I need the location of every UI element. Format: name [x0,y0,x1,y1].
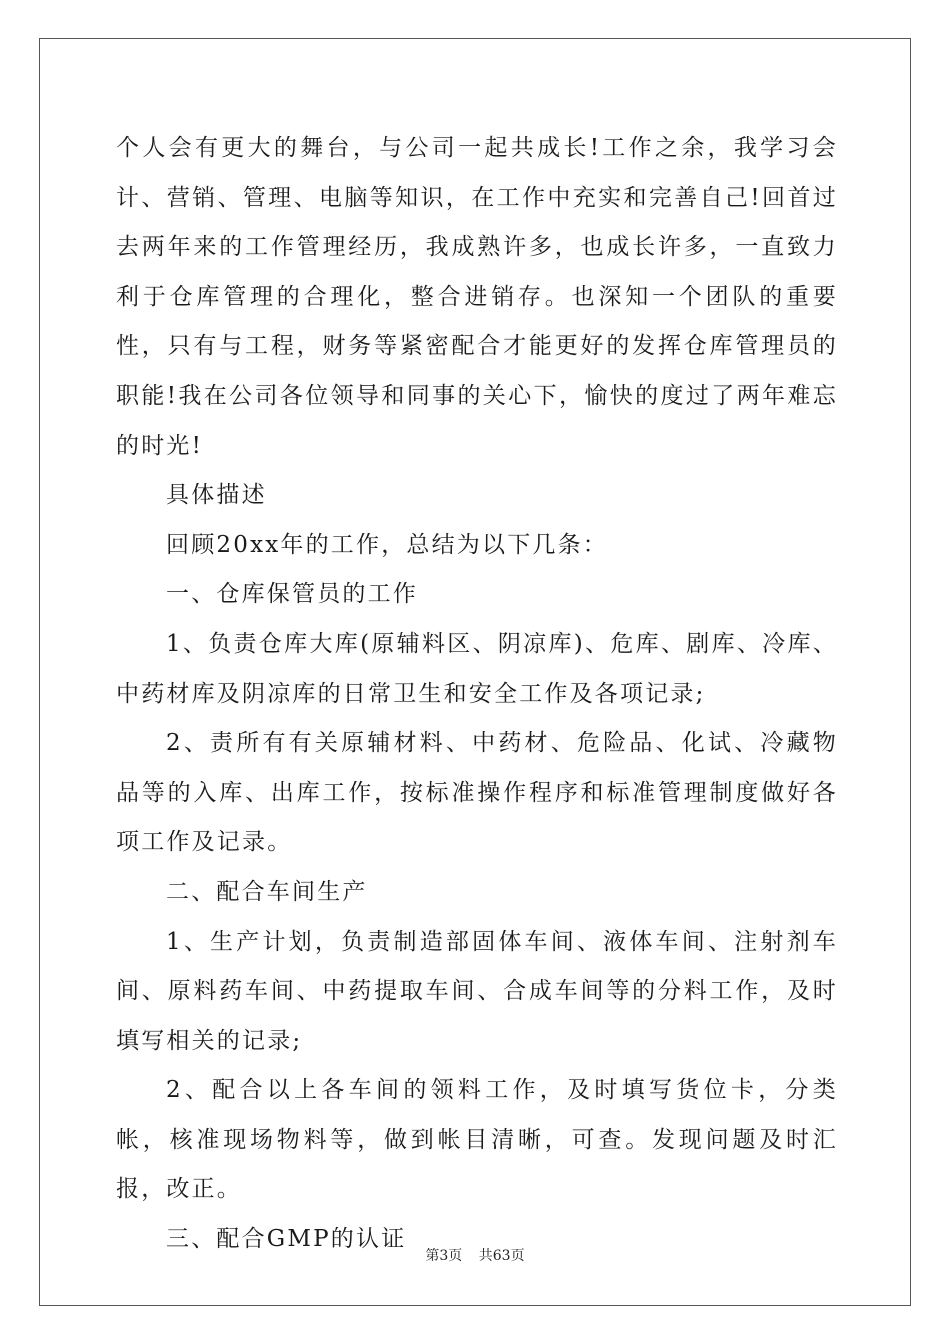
paragraph-8: 1、生产计划，负责制造部固体车间、液体车间、注射剂车间、原料药车间、中药提取车间、合成车间等的分料工作，及时填写相关的记录; [116,928,838,1054]
paragraph-4: 一、仓库保管员的工作 [166,581,418,608]
paragraph-6: 2、责所有有关原辅材料、中药材、危险品、化试、冷藏物品等的入库、出库工作，按标准操作程序和标准管理制度做好各项工作及记录。 [116,730,838,856]
paragraph-7: 二、配合车间生产 [166,878,368,905]
paragraph-1: 个人会有更大的舞台，与公司一起共成长!工作之余，我学习会计、营销、管理、电脑等知识，在工作中充实和完善自己!回首过去两年来的工作管理经历，我成熟许多，也成长许多，一直致力利于仓库管理的合理化，整合进销存。也深知一个团队的重要性，只有与工程，财务等紧密配合才能更好的发挥仓库管理员的职能!我在公司各位领导和同事的关心下，愉快的度过了两年难忘的时光! [116,135,838,459]
paragraph-3: 回顾20xx年的工作，总结为以下几条： [166,531,609,558]
page-footer [0,1245,950,1265]
page-number: 第3页 [425,1248,463,1264]
paragraph-10: 三、配合GMP的认证 [166,1226,407,1253]
document-body [116,124,838,1265]
paragraph-2: 具体描述 [166,482,267,509]
total-pages: 共63页 [478,1248,525,1264]
paragraph-9: 2、配合以上各车间的领料工作，及时填写货位卡，分类帐，核准现场物料等，做到帐目清晰，可查。发现问题及时汇报，改正。 [116,1077,838,1203]
paragraph-5: 1、负责仓库大库(原辅料区、阴凉库)、危库、剧库、冷库、中药材库及阴凉库的日常卫生和安全工作及各项记录; [116,630,838,707]
